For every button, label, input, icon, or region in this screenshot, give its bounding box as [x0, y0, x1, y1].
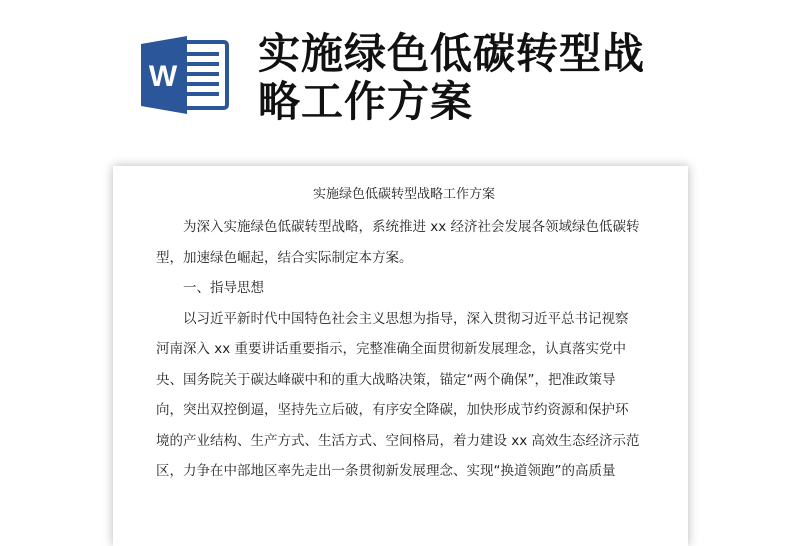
document-page [113, 166, 688, 546]
paragraph-line: 型，加速绿色崛起，结合实际制定本方案。 [156, 249, 413, 266]
paragraph-line: 境的产业结构、生产方式、生活方式、空间格局，着力建设 xx 高效生态经济示范 [156, 432, 640, 449]
page-title-line-1: 实施绿色低碳转型战 [258, 29, 646, 78]
page-title-line-2: 略工作方案 [258, 77, 474, 126]
paragraph-line: 河南深入 xx 重要讲话重要指示，完整准确全面贯彻新发展理念，认真落实党中 [156, 341, 627, 357]
word-icon [141, 34, 229, 116]
paragraph-intro [156, 212, 652, 273]
document-body [156, 180, 652, 487]
document-title: 实施绿色低碳转型战略工作方案 [312, 187, 495, 202]
paragraph-line: 以习近平新时代中国特色社会主义思想为指导，深入贯彻习近平总书记视察 [183, 310, 629, 327]
header [0, 0, 800, 160]
page-title [258, 30, 778, 126]
word-icon-letter: W [148, 60, 178, 93]
section-heading-text: 一、指导思想 [183, 280, 264, 296]
paragraph-line: 区，力争在中部地区率先走出一条贯彻新发展理念、实现“换道领跑”的高质量 [156, 463, 616, 479]
paragraph-line: 为深入实施绿色低碳转型战略，系统推进 xx 经济社会发展各领域绿色低碳转 [183, 219, 640, 235]
paragraph-line: 向，突出双控倒逼，坚持先立后破，有序安全降碳，加快形成节约资源和保护环 [156, 402, 629, 418]
section-heading [156, 273, 652, 304]
paragraph-guiding-ideology [156, 304, 652, 487]
paragraph-line: 央、国务院关于碳达峰碳中和的重大战略决策，锚定“两个确保”，把准政策导 [156, 371, 616, 388]
